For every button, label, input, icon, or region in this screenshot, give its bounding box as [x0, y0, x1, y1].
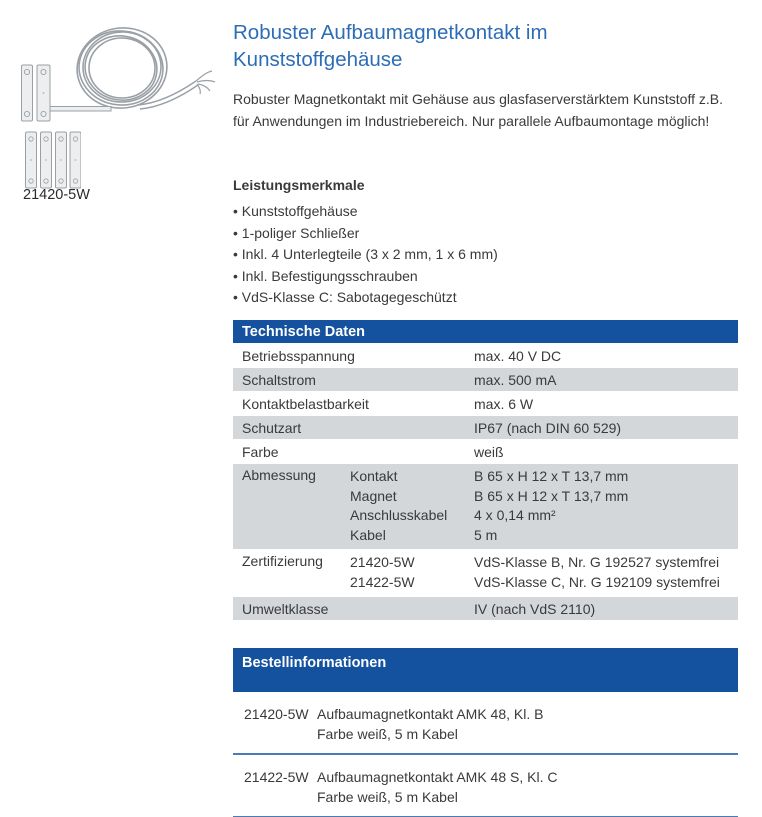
- features-heading: Leistungsmerkmale: [233, 177, 365, 193]
- row-label: Farbe: [242, 443, 279, 460]
- row-label: Betriebsspannung: [242, 347, 355, 364]
- product-image-mounting-plates-icon: [25, 131, 81, 189]
- order-item-line2: Farbe weiß, 5 m Kabel: [317, 789, 458, 805]
- table-row: [233, 344, 738, 367]
- row-value: max. 500 mA: [474, 371, 557, 388]
- order-item-line2: Farbe weiß, 5 m Kabel: [317, 726, 458, 742]
- page-title: Robuster Aufbaumagnetkontakt im Kunststoffgehäuse: [233, 21, 548, 71]
- order-item: [233, 692, 738, 755]
- feature-item: • VdS-Klasse C: Sabotagegeschützt: [233, 287, 738, 309]
- row-label: Kontaktbelastbarkeit: [242, 395, 369, 412]
- sub-value: B 65 x H 12 x T 13,7 mm: [474, 468, 629, 484]
- table-row: [233, 416, 738, 439]
- table-row: [233, 392, 738, 415]
- intro-paragraph: Robuster Magnetkontakt mit Gehäuse aus glasfaserverstärktem Kunststoff z.B. für Anwendungen im Industriebereich. Nur parallele Aufbaumontage möglich!: [233, 91, 723, 129]
- feature-item: • 1-poliger Schließer: [233, 223, 738, 245]
- sub-value: 4 x 0,14 mm²: [474, 507, 556, 523]
- row-subnames: [350, 467, 474, 545]
- order-item-description: [317, 767, 738, 807]
- order-item-line1: Aufbaumagnetkontakt AMK 48, Kl. B: [317, 706, 544, 722]
- sub-name: Kontakt: [350, 468, 398, 484]
- sub-value: 5 m: [474, 526, 498, 543]
- row-label: Umweltklasse: [242, 600, 329, 617]
- row-label: Abmessung: [242, 467, 316, 483]
- sub-name: 21420-5W: [350, 554, 415, 570]
- row-value: max. 6 W: [474, 395, 534, 412]
- order-information-section: [233, 648, 738, 817]
- order-item-line1: Aufbaumagnetkontakt AMK 48 S, Kl. C: [317, 769, 558, 785]
- sub-value: B 65 x H 12 x T 13,7 mm: [474, 487, 629, 504]
- order-item-code: 21422-5W: [244, 769, 309, 785]
- sub-value: VdS-Klasse B, Nr. G 192527 systemfrei: [474, 554, 720, 570]
- content-column: [233, 0, 738, 817]
- table-row: [233, 440, 738, 463]
- row-subvalues: [474, 467, 738, 545]
- feature-item: • Inkl. Befestigungsschrauben: [233, 266, 738, 288]
- technical-data-table: [233, 320, 738, 620]
- order-item-description: [317, 704, 738, 744]
- table-row: [233, 597, 738, 620]
- row-subnames: [350, 553, 474, 592]
- row-value: weiß: [474, 443, 504, 460]
- sub-name: Anschlusskabel: [350, 507, 448, 523]
- row-value: IP67 (nach DIN 60 529): [474, 419, 622, 436]
- sub-value: VdS-Klasse C, Nr. G 192109 systemfrei: [474, 573, 720, 590]
- table-row-zertifizierung: [233, 550, 738, 596]
- feature-item: • Kunststoffgehäuse: [233, 201, 738, 223]
- table-row: [233, 368, 738, 391]
- figure-caption: 21420-5W: [23, 187, 90, 203]
- product-figure: [20, 15, 225, 215]
- row-value: max. 40 V DC: [474, 347, 562, 364]
- product-image-contact-with-cable-icon: [20, 18, 220, 126]
- row-value: IV (nach VdS 2110): [474, 600, 596, 617]
- row-label: Schutzart: [242, 419, 302, 436]
- feature-item: • Inkl. 4 Unterlegteile (3 x 2 mm, 1 x 6 mm): [233, 244, 738, 266]
- order-information-header: Bestellinformationen: [233, 648, 738, 692]
- features-section: [233, 177, 738, 309]
- sub-name: 21422-5W: [350, 573, 415, 590]
- row-label: Zertifizierung: [242, 553, 323, 569]
- sub-name: Kabel: [350, 526, 386, 543]
- row-subvalues: [474, 553, 738, 592]
- sub-name: Magnet: [350, 487, 397, 504]
- order-item-code: 21420-5W: [244, 706, 309, 722]
- order-item: [233, 755, 738, 817]
- technical-data-header: Technische Daten: [233, 320, 738, 343]
- row-label: Schaltstrom: [242, 371, 316, 388]
- table-row-abmessung: [233, 464, 738, 549]
